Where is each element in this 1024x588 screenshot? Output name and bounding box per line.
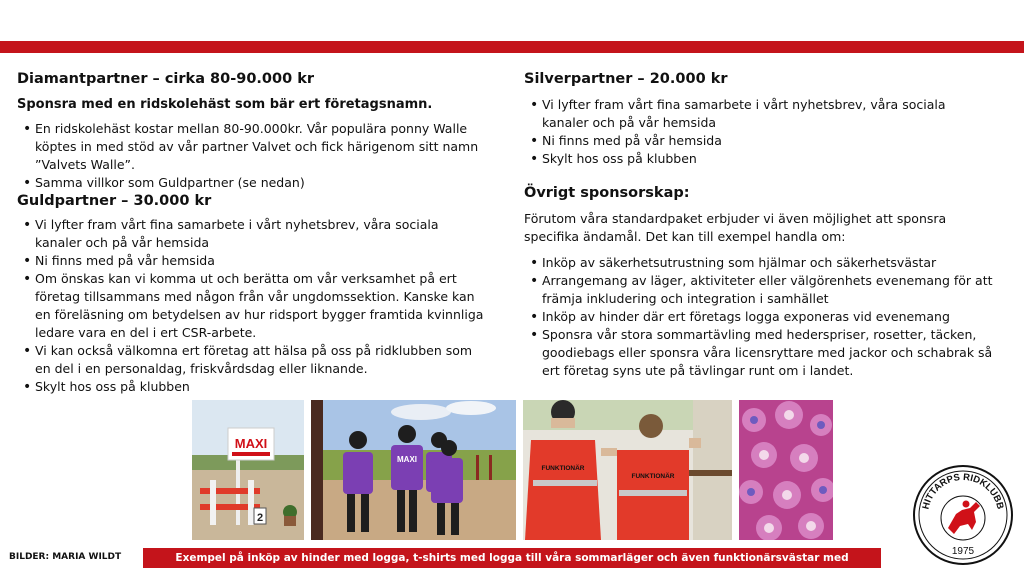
ovrigt-list bbox=[524, 254, 994, 380]
list-item: • Inköp av säkerhetsutrustning som hjälmar och säkerhetsvästar bbox=[524, 254, 994, 272]
guld-heading: Guldpartner – 30.000 kr bbox=[17, 193, 212, 209]
caption-bar: Exempel på inköp av hinder med logga, t-shirts med logga till våra sommarläger och även funktionärsvästar med företagslogotyp på! bbox=[143, 548, 881, 568]
list-item: • En ridskolehäst kostar mellan 80-90.000kr. Vår populära ponny Walle köptes in med stöd av vår partner Valvet och fick härigenom sitt namn ”Valvets Walle”. bbox=[17, 120, 487, 174]
photo-functionary-vests bbox=[523, 400, 732, 540]
photo-credits: BILDER: MARIA WILDT bbox=[9, 552, 122, 562]
sign-logo-text: MAXI bbox=[234, 436, 268, 451]
list-item: • Ni finns med på vår hemsida bbox=[524, 132, 994, 150]
ovrigt-intro: Förutom våra standardpaket erbjuder vi även möjlighet att sponsra specifika ändamål. Det kan till exempel handla om: bbox=[524, 211, 947, 244]
diamant-heading: Diamantpartner – cirka 80-90.000 kr bbox=[17, 71, 315, 87]
vest-text-right: FUNKTIONÄR bbox=[631, 473, 675, 480]
photo-jump-obstacle bbox=[192, 400, 304, 540]
diamant-list bbox=[17, 120, 487, 192]
list-item: • Skylt hos oss på klubben bbox=[524, 150, 994, 168]
vest-text-left: FUNKTIONÄR bbox=[541, 465, 585, 472]
list-item: • Ni finns med på vår hemsida bbox=[17, 252, 487, 270]
club-logo bbox=[912, 464, 1014, 566]
guld-list bbox=[17, 216, 487, 396]
right-column bbox=[524, 70, 994, 380]
list-item: • Vi lyfter fram vårt fina samarbete i vårt nyhetsbrev, våra sociala kanaler och på vår hemsida bbox=[17, 216, 487, 252]
list-item: • Om önskas kan vi komma ut och berätta om vår verksamhet på ert företag tillsammans med någon från vår ungdomssektion. Kanske kan en föreläsning om betydelsen av hur ridsport bygger framtida kvinnliga ledare vara en del i ert CSR-arbete. bbox=[17, 270, 487, 342]
jump-number: 2 bbox=[256, 512, 264, 524]
logo-year: 1975 bbox=[951, 546, 975, 557]
photo-rosettes bbox=[739, 400, 833, 540]
silver-list bbox=[524, 96, 994, 168]
left-column bbox=[17, 70, 487, 396]
list-item: • Arrangemang av läger, aktiviteter eller välgörenhets evenemang för att främja inkludering och integration i samhället bbox=[524, 272, 994, 308]
silver-heading: Silverpartner – 20.000 kr bbox=[524, 71, 728, 87]
list-item: • Samma villkor som Guldpartner (se nedan) bbox=[17, 174, 487, 192]
list-item: • Sponsra vår stora sommartävling med hederspriser, rosetter, täcken, goodiebags eller sponsra våra licensryttare med jackor och schabrak så ert företag syns ute på tävlingar runt om i landet. bbox=[524, 326, 994, 380]
ovrigt-heading: Övrigt sponsorskap: bbox=[524, 185, 690, 201]
photo-kids-tshirts bbox=[311, 400, 516, 540]
list-item: • Inköp av hinder där ert företags logga exponeras vid evenemang bbox=[524, 308, 994, 326]
list-item: • Skylt hos oss på klubben bbox=[17, 378, 487, 396]
list-item: • Vi lyfter fram vårt fina samarbete i vårt nyhetsbrev, våra sociala kanaler och på vår hemsida bbox=[524, 96, 994, 132]
logo-club-name: HITTARPS RIDKLUBB bbox=[920, 471, 1006, 511]
tshirt-logo-text: MAXI bbox=[397, 455, 417, 464]
diamant-subheading: Sponsra med en ridskolehäst som bär ert företagsnamn. bbox=[17, 97, 433, 112]
list-item: • Vi kan också välkomna ert företag att hälsa på oss på ridklubben som en del i en personaldag, friskvårdsdag eller liknande. bbox=[17, 342, 487, 378]
top-accent-bar bbox=[0, 41, 1024, 53]
